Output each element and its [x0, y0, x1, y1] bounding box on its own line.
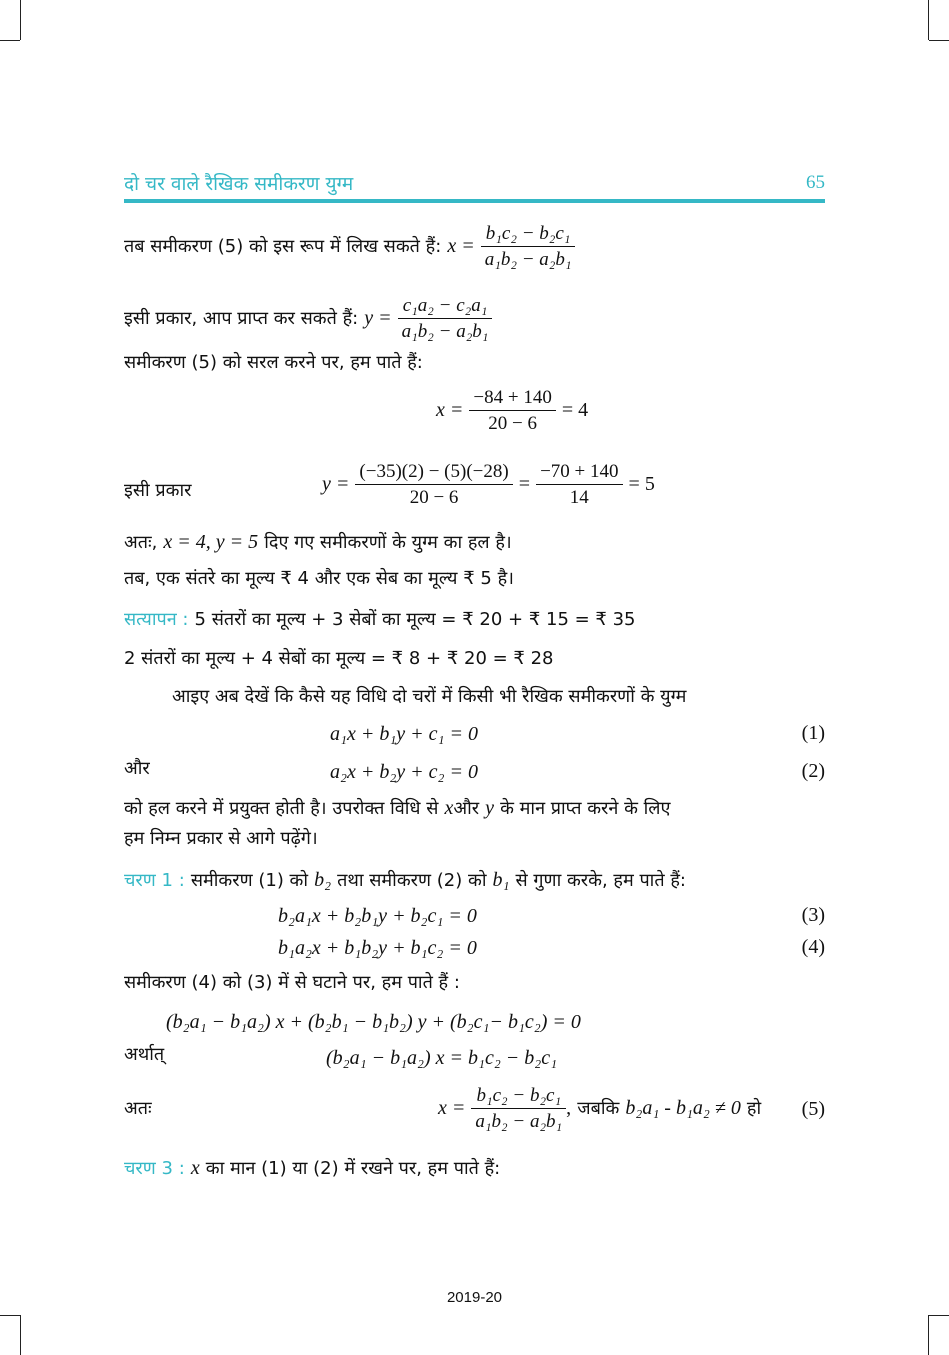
equation-2: a₂x + b₂y + c₂ = 0: [330, 761, 478, 783]
step-1-a: समीकरण (1) को: [190, 870, 309, 891]
crop-mark-bottom-left: [20, 1315, 21, 1355]
verification-label: सत्यापन :: [124, 609, 189, 630]
fraction-denominator: 14: [569, 486, 589, 508]
line-16-when: जबकि: [577, 1098, 620, 1120]
line-4: [436, 386, 588, 436]
equation-2-number: (2): [801, 760, 825, 782]
crop-mark-bottom-left-h: [0, 1315, 20, 1316]
line-1-text: तब समीकरण (5) को इस रूप में लिख सकते हैं:: [124, 236, 442, 258]
line-12: हम निम्न प्रकार से आगे पढ़ेंगे।: [124, 828, 318, 849]
line-8: [124, 608, 636, 631]
line-4-result: = 4: [561, 399, 589, 422]
crop-mark-top-right-h: [929, 40, 949, 41]
fraction-y-value-2: [536, 460, 622, 510]
crop-mark-top-left: [20, 0, 21, 40]
line-11-x: x: [444, 797, 454, 819]
equation-2-label: और: [124, 758, 150, 779]
fraction-denominator: 20 − 6: [488, 412, 537, 434]
equation-3-number: (3): [801, 904, 825, 926]
fraction-numerator: −84 + 140: [469, 386, 555, 411]
fraction-y: [398, 294, 493, 344]
fraction-denominator: a₁b₂ − a₂b₁: [484, 248, 572, 270]
line-5-label: इसी प्रकार: [124, 480, 192, 501]
equation-5-number: (5): [801, 1098, 825, 1120]
line-5-lhs: y =: [322, 473, 350, 496]
step-3-label: चरण 3 :: [124, 1158, 185, 1179]
line-6-math: x = 4, y = 5: [163, 531, 259, 553]
step-1-c: से गुणा करके, हम पाते हैं:: [515, 870, 686, 891]
step-1: [124, 868, 686, 892]
line-1: [124, 222, 575, 272]
line-16-lhs: x =: [438, 1097, 466, 1120]
line-8-text: 5 संतरों का मूल्य + 3 सेबों का मूल्य = ₹ 20 + ₹ 15 = ₹ 35: [194, 609, 636, 630]
line-6-prefix: अतः,: [124, 532, 158, 553]
line-16-label: अतः: [124, 1098, 152, 1119]
line-1-lhs: x =: [447, 235, 475, 258]
line-11-b: और: [453, 798, 480, 819]
line-2: [124, 294, 492, 344]
line-2-lhs: y =: [364, 307, 392, 330]
step-1-label: चरण 1 :: [124, 870, 185, 891]
equals-sign: =: [518, 473, 531, 496]
fraction-x: [481, 222, 576, 272]
line-14: (b₂a₁ − b₁a₂) x + (b₂b₁ − b₁b₂) y + (b₂c₁− b₁c₂) = 0: [166, 1011, 581, 1033]
line-16-condition: b₂a₁ - b₁a₂ ≠ 0: [625, 1097, 741, 1120]
fraction-x-value: [469, 386, 555, 436]
line-15-label: अर्थात्: [124, 1044, 165, 1065]
crop-mark-top-left-h: [0, 40, 20, 41]
line-16-ho: हो: [746, 1098, 762, 1120]
line-10: आइए अब देखें कि कैसे यह विधि दो चरों में किसी भी रैखिक समीकरणों के युग्म: [172, 686, 687, 707]
footer-year: 2019-20: [446, 1289, 503, 1306]
step-1-b2: b₂: [314, 869, 332, 891]
line-16: [438, 1084, 761, 1134]
line-11-y: y: [485, 797, 495, 819]
line-2-text: इसी प्रकार, आप प्राप्त कर सकते हैं:: [124, 308, 359, 330]
fraction-numerator: −70 + 140: [536, 460, 622, 485]
equation-4: b₁a₂x + b₁b₂y + b₁c₂ = 0: [278, 937, 477, 959]
fraction-x-general: [471, 1084, 566, 1134]
fraction-numerator: (−35)(2) − (5)(−28): [355, 460, 512, 485]
line-11-c: के मान प्राप्त करने के लिए: [500, 798, 671, 819]
line-6: [124, 530, 512, 554]
fraction-denominator: a₁b₂ − a₂b₁: [475, 1110, 563, 1132]
line-5-result: = 5: [628, 473, 655, 496]
fraction-numerator: b₁c₂ − b₂c₁: [481, 222, 576, 247]
line-5: [322, 460, 655, 510]
crop-mark-top-right: [928, 0, 929, 40]
line-9: 2 संतरों का मूल्य + 4 सेबों का मूल्य = ₹ 8 + ₹ 20 = ₹ 28: [124, 648, 554, 669]
line-6-suffix: दिए गए समीकरणों के युग्म का हल है।: [264, 532, 512, 553]
step-1-b1: b₁: [492, 869, 510, 891]
chapter-title: दो चर वाले रैखिक समीकरण युग्म: [124, 173, 354, 195]
line-11-a: को हल करने में प्रयुक्त होती है। उपरोक्त विधि से: [124, 798, 439, 819]
line-15: (b₂a₁ − b₁a₂) x = b₁c₂ − b₂c₁: [326, 1047, 558, 1069]
line-11: [124, 796, 670, 820]
crop-mark-bottom-right: [928, 1315, 929, 1355]
equation-1: a₁x + b₁y + c₁ = 0: [330, 723, 478, 745]
equation-1-number: (1): [801, 722, 825, 744]
equation-4-number: (4): [801, 936, 825, 958]
fraction-denominator: a₁b₂ − a₂b₁: [401, 320, 489, 342]
line-3: समीकरण (5) को सरल करने पर, हम पाते हैं:: [124, 352, 423, 373]
step-3-text: का मान (1) या (2) में रखने पर, हम पाते हैं:: [205, 1158, 501, 1179]
step-3-x: x: [190, 1157, 200, 1179]
step-3: [124, 1156, 500, 1180]
equation-3: b₂a₁x + b₂b₁y + b₂c₁ = 0: [278, 905, 477, 927]
fraction-y-value-1: [355, 460, 512, 510]
fraction-denominator: 20 − 6: [409, 486, 459, 508]
page-number: 65: [806, 172, 825, 193]
header-rule: [124, 199, 825, 203]
fraction-numerator: b₁c₂ − b₂c₁: [471, 1084, 566, 1109]
crop-mark-bottom-right-h: [929, 1315, 949, 1316]
step-1-b: तथा समीकरण (2) को: [337, 870, 487, 891]
line-7: तब, एक संतरे का मूल्य ₹ 4 और एक सेब का मूल्य ₹ 5 है।: [124, 568, 514, 589]
line-4-lhs: x =: [436, 399, 464, 422]
fraction-numerator: c₁a₂ − c₂a₁: [398, 294, 493, 319]
line-13: समीकरण (4) को (3) में से घटाने पर, हम पाते हैं :: [124, 972, 460, 993]
line-16-comma: ,: [566, 1097, 572, 1120]
